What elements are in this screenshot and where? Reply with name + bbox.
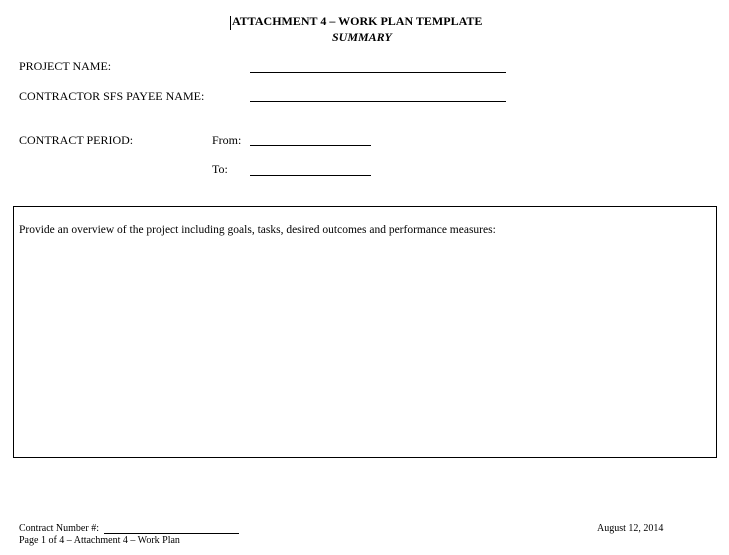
overview-box[interactable]: [13, 206, 717, 458]
overview-prompt: Provide an overview of the project including goals, tasks, desired outcomes and performance measures:: [19, 224, 496, 236]
text-cursor: [230, 16, 231, 30]
page-subtitle: SUMMARY: [332, 30, 392, 44]
page-title: ATTACHMENT 4 – WORK PLAN TEMPLATE: [232, 14, 483, 28]
from-date-field[interactable]: [250, 145, 371, 146]
page-info: Page 1 of 4 – Attachment 4 – Work Plan: [19, 535, 180, 546]
to-label: To:: [212, 162, 228, 176]
to-date-field[interactable]: [250, 175, 371, 176]
footer-date: August 12, 2014: [597, 523, 664, 534]
project-name-field[interactable]: [250, 72, 506, 73]
contract-number-label: Contract Number #:: [19, 523, 99, 534]
payee-name-label: CONTRACTOR SFS PAYEE NAME:: [19, 89, 205, 103]
from-label: From:: [212, 133, 242, 147]
contract-period-label: CONTRACT PERIOD:: [19, 133, 134, 147]
contract-number-field[interactable]: [104, 533, 239, 534]
payee-name-field[interactable]: [250, 101, 506, 102]
project-name-label: PROJECT NAME:: [19, 59, 112, 73]
